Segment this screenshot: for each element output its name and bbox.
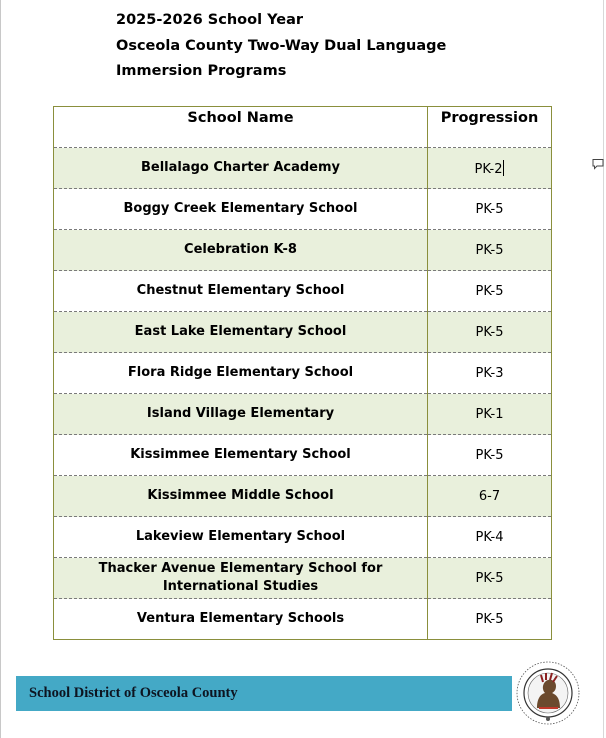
school-name-cell[interactable]: Celebration K-8 bbox=[54, 230, 428, 271]
header-progression[interactable]: Progression bbox=[428, 107, 552, 148]
school-name-cell[interactable]: East Lake Elementary School bbox=[54, 312, 428, 353]
progression-cell[interactable]: PK-5 bbox=[428, 230, 552, 271]
school-name-cell[interactable]: Island Village Elementary bbox=[54, 394, 428, 435]
school-name-cell[interactable]: Kissimmee Elementary School bbox=[54, 435, 428, 476]
text-cursor bbox=[503, 160, 504, 176]
progression-cell[interactable]: PK-4 bbox=[428, 517, 552, 558]
table-row bbox=[54, 599, 552, 640]
table-row bbox=[54, 312, 552, 353]
school-name-cell[interactable]: Lakeview Elementary School bbox=[54, 517, 428, 558]
table-row bbox=[54, 271, 552, 312]
school-name-cell[interactable]: Ventura Elementary Schools bbox=[54, 599, 428, 640]
school-name-cell[interactable]: Chestnut Elementary School bbox=[54, 271, 428, 312]
table-row bbox=[54, 394, 552, 435]
page-right-edge bbox=[603, 0, 604, 738]
progression-cell[interactable] bbox=[428, 148, 552, 189]
comment-icon[interactable] bbox=[592, 158, 604, 170]
progression-cell[interactable]: PK-5 bbox=[428, 558, 552, 599]
school-name-cell[interactable]: Flora Ridge Elementary School bbox=[54, 353, 428, 394]
district-name: School District of Osceola County bbox=[29, 685, 238, 701]
heading-program-title: Osceola County Two-Way Dual Language bbox=[116, 37, 447, 54]
progression-cell[interactable]: 6-7 bbox=[428, 476, 552, 517]
progression-cell[interactable]: PK-5 bbox=[428, 189, 552, 230]
progression-cell[interactable]: PK-5 bbox=[428, 312, 552, 353]
school-name-cell[interactable]: Kissimmee Middle School bbox=[54, 476, 428, 517]
document-heading bbox=[116, 8, 476, 85]
progression-cell[interactable]: PK-5 bbox=[428, 435, 552, 476]
table-row bbox=[54, 476, 552, 517]
school-name-cell[interactable]: Thacker Avenue Elementary School for International Studies bbox=[54, 558, 428, 599]
programs-table bbox=[53, 106, 552, 640]
footer-banner bbox=[16, 676, 512, 711]
table-row bbox=[54, 353, 552, 394]
page-left-edge bbox=[0, 0, 1, 738]
table-row bbox=[54, 558, 552, 599]
table-row bbox=[54, 148, 552, 189]
school-name-cell[interactable]: Bellalago Charter Academy bbox=[54, 148, 428, 189]
progression-cell[interactable]: PK-1 bbox=[428, 394, 552, 435]
heading-program-subtitle: Immersion Programs bbox=[116, 63, 287, 79]
progression-cell[interactable]: PK-5 bbox=[428, 599, 552, 640]
progression-cell[interactable]: PK-3 bbox=[428, 353, 552, 394]
progression-cell[interactable]: PK-5 bbox=[428, 271, 552, 312]
table-row bbox=[54, 435, 552, 476]
table-row bbox=[54, 189, 552, 230]
heading-school-year: 2025-2026 School Year bbox=[116, 12, 304, 28]
district-seal-logo bbox=[515, 660, 581, 726]
table-row bbox=[54, 517, 552, 558]
progression-value: PK-2 bbox=[474, 161, 503, 177]
header-school-name[interactable]: School Name bbox=[54, 107, 428, 148]
table-header-row bbox=[54, 107, 552, 148]
school-name-cell[interactable]: Boggy Creek Elementary School bbox=[54, 189, 428, 230]
table-row bbox=[54, 230, 552, 271]
